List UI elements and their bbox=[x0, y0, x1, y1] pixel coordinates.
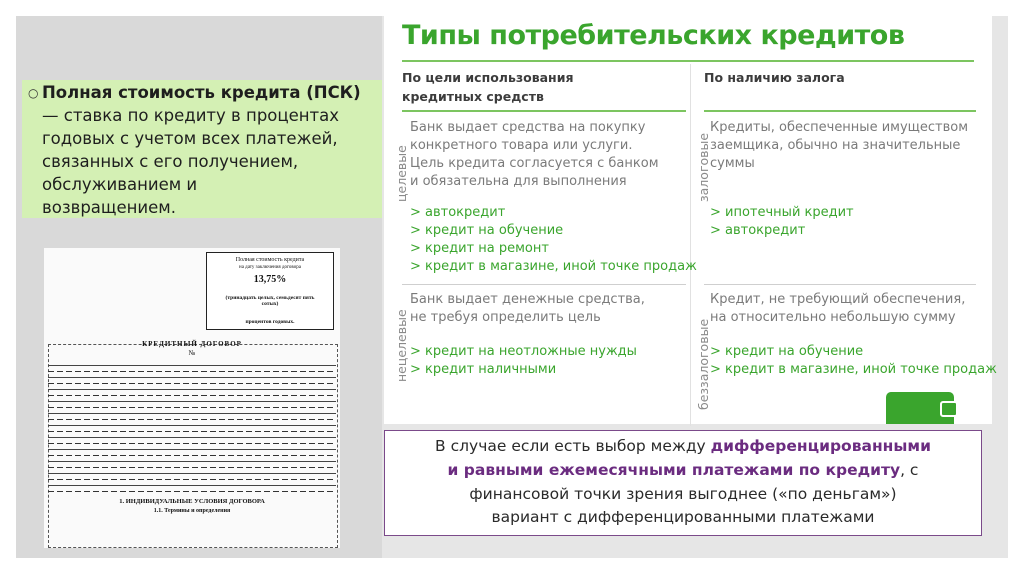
header-line: кредитных средств bbox=[402, 89, 544, 104]
desc-line: и обязательна для выполнения bbox=[410, 174, 627, 189]
document-subsection-title: 1.1. Термины и определения bbox=[153, 508, 231, 514]
payment-choice-note bbox=[384, 430, 982, 536]
text-line bbox=[48, 383, 336, 384]
wallet-clasp bbox=[940, 401, 958, 417]
text-line bbox=[48, 371, 336, 372]
psk-line: обслуживанием и bbox=[42, 175, 198, 194]
desc-line: Кредиты, обеспеченные имуществом bbox=[710, 120, 969, 135]
psk-line: — ставка по кредиту в процентах bbox=[42, 106, 340, 125]
targeted-list bbox=[410, 204, 697, 276]
text-line bbox=[48, 473, 336, 474]
text-line bbox=[48, 407, 336, 408]
text-line bbox=[48, 365, 336, 366]
list-item: > кредит наличными bbox=[410, 362, 557, 377]
document-number: № bbox=[188, 349, 196, 357]
text-line bbox=[48, 443, 336, 444]
collateral-list bbox=[710, 204, 854, 240]
row-label-untargeted: нецелевые bbox=[394, 309, 409, 382]
text-line bbox=[48, 479, 336, 480]
stamp-line: Полная стоимость кредита bbox=[235, 257, 305, 263]
text-line bbox=[48, 485, 336, 486]
text-line bbox=[48, 419, 336, 420]
row-divider bbox=[704, 284, 976, 285]
desc-line: Банк выдает средства на покупку bbox=[410, 120, 646, 135]
list-item: > кредит на ремонт bbox=[410, 241, 549, 256]
stamp-rate-words bbox=[207, 295, 333, 307]
infographic-title: Типы потребительских кредитов bbox=[402, 20, 905, 51]
stamp-line: на дату заключения договора bbox=[239, 265, 301, 270]
stamp-rate-words-1: (тринадцать целых, семьдесят пять bbox=[225, 295, 315, 301]
text-line bbox=[48, 449, 336, 450]
text-line bbox=[48, 467, 336, 468]
text-line bbox=[48, 395, 336, 396]
row-label-uncollateralized: беззалоговые bbox=[696, 318, 711, 410]
credit-types-infographic bbox=[384, 16, 997, 424]
desc-line: конкретного товара или услуги. bbox=[410, 138, 633, 153]
untargeted-list bbox=[410, 343, 637, 379]
stamp-rate-words-2: сотых) bbox=[261, 301, 279, 307]
note-emphasis: и равными ежемесячными платежами по кредиту bbox=[447, 461, 901, 479]
psk-line: возвращением. bbox=[42, 198, 176, 217]
list-item: > кредит на неотложные нужды bbox=[410, 344, 637, 359]
note-line-4: вариант с дифференцированными платежами bbox=[491, 508, 875, 526]
uncollateralized-list bbox=[710, 343, 997, 379]
collateral-description bbox=[710, 119, 968, 173]
desc-line: Цель кредита согласуется с банком bbox=[410, 156, 659, 171]
text-line bbox=[48, 389, 336, 390]
wallet-icon bbox=[886, 392, 954, 424]
note-emphasis: дифференцированными bbox=[710, 437, 931, 455]
title-underline bbox=[402, 60, 974, 62]
psk-definition-text bbox=[42, 104, 378, 219]
desc-line: не требуя определить цель bbox=[410, 310, 601, 325]
note-text: , с bbox=[900, 461, 919, 479]
stamp-rate: 13,75% bbox=[253, 274, 287, 285]
bullet-icon: ○ bbox=[28, 86, 39, 100]
desc-line: Кредит, не требующий обеспечения, bbox=[710, 292, 966, 307]
psk-stamp-box bbox=[206, 252, 334, 330]
note-line-3: финансовой точки зрения выгоднее («по деньгам») bbox=[469, 485, 897, 503]
column-header-collateral: По наличию залога bbox=[704, 70, 845, 85]
list-item: > автокредит bbox=[710, 223, 806, 238]
list-item: > ипотечный кредит bbox=[710, 205, 854, 220]
text-line bbox=[48, 491, 336, 492]
column-header-purpose bbox=[402, 68, 573, 106]
row-label-targeted: целевые bbox=[394, 145, 409, 202]
psk-title: Полная стоимость кредита (ПСК) bbox=[42, 83, 361, 102]
row-label-collateral: залоговые bbox=[696, 132, 711, 202]
loan-agreement-image bbox=[44, 248, 340, 548]
document-text-lines bbox=[48, 360, 336, 492]
text-line bbox=[48, 413, 336, 414]
text-line bbox=[48, 461, 336, 462]
text-line bbox=[48, 401, 336, 402]
untargeted-description bbox=[410, 291, 645, 327]
psk-line: связанных с его получением, bbox=[42, 152, 299, 171]
uncollateralized-description bbox=[710, 291, 965, 327]
psk-line: годовых с учетом всех платежей, bbox=[42, 129, 338, 148]
targeted-description bbox=[410, 119, 659, 191]
header-line: По цели использования bbox=[402, 70, 574, 85]
document-title: КРЕДИТНЫЙ ДОГОВОР bbox=[142, 340, 242, 348]
row-divider bbox=[402, 284, 686, 285]
text-line bbox=[48, 377, 336, 378]
text-line bbox=[48, 455, 336, 456]
desc-line: на относительно небольшую сумму bbox=[710, 310, 956, 325]
list-item: > кредит на обучение bbox=[410, 223, 564, 238]
list-item: > кредит в магазине, иной точке продаж bbox=[410, 259, 697, 274]
text-line bbox=[48, 437, 336, 438]
desc-line: заемщика, обычно на значительные bbox=[710, 138, 961, 153]
header-underline bbox=[704, 110, 976, 112]
note-line-2 bbox=[385, 461, 981, 479]
list-item: > кредит в магазине, иной точке продаж bbox=[710, 362, 997, 377]
document-section-title: 1. ИНДИВИДУАЛЬНЫЕ УСЛОВИЯ ДОГОВОРА bbox=[119, 498, 265, 505]
desc-line: Банк выдает денежные средства, bbox=[410, 292, 645, 307]
list-item: > автокредит bbox=[410, 205, 506, 220]
note-text: В случае если есть выбор между bbox=[435, 437, 711, 455]
list-item: > кредит на обучение bbox=[710, 344, 864, 359]
text-line bbox=[48, 425, 336, 426]
header-underline bbox=[402, 110, 686, 112]
text-line bbox=[48, 431, 336, 432]
stamp-percent-label: процентов годовых. bbox=[245, 319, 295, 325]
desc-line: суммы bbox=[710, 156, 755, 171]
note-line-1 bbox=[385, 437, 981, 455]
